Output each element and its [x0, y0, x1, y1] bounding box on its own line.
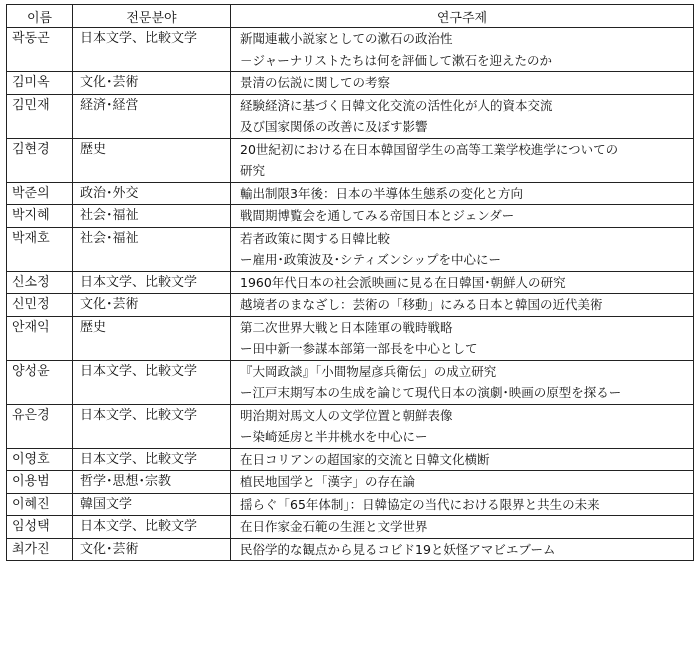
research-topic [231, 72, 694, 95]
research-topic-line: 『大岡政談』「小間物屋彦兵衛伝」の成立研究 [240, 363, 497, 379]
research-topic-line: 在日コリアンの超国家的交流と日韓文化横断 [240, 451, 490, 467]
research-topic [231, 493, 694, 516]
table-row [7, 182, 694, 205]
table-row [7, 471, 694, 494]
table-row [7, 227, 694, 271]
document [6, 4, 693, 561]
research-topic-line: 研究 [240, 163, 266, 178]
research-topic [231, 94, 694, 138]
table-row [7, 493, 694, 516]
research-topic [231, 271, 694, 294]
researcher-name: 안재익 [7, 316, 73, 360]
specialty-field: 経済･経営 [73, 94, 231, 138]
specialty-field: 歴史 [73, 138, 231, 182]
research-topic [231, 316, 694, 360]
research-topic [231, 138, 694, 182]
research-topic-line: 明治期対馬文人の文学位置と朝鮮表像 [240, 407, 453, 423]
specialty-field: 文化･芸術 [73, 538, 231, 561]
research-topic-line: 景清の伝説に関しての考察 [240, 75, 391, 90]
specialty-field: 日本文学、比較文学 [73, 271, 231, 294]
researcher-name: 신민정 [7, 294, 73, 317]
research-topic-line: 戦間期博覧会を通してみる帝国日本とジェンダー [240, 208, 515, 223]
specialty-field: 韓国文学 [73, 493, 231, 516]
specialty-field: 哲学･思想･宗教 [73, 471, 231, 494]
research-topic-line: 新聞連載小説家としての漱石の政治性 [240, 31, 453, 46]
table-row [7, 316, 694, 360]
research-topic [231, 471, 694, 494]
research-topic-line: 20世紀初における在日本韓国留学生の高等工業学校進学についての [240, 141, 619, 157]
researcher-name: 최가진 [7, 538, 73, 561]
research-topic [231, 28, 694, 72]
specialty-field: 社会･福祉 [73, 205, 231, 228]
researcher-name: 이용범 [7, 471, 73, 494]
research-topic-line: 植民地国学と「漢字」の存在論 [240, 474, 416, 489]
research-topic [231, 182, 694, 205]
specialty-field: 政治･外交 [73, 182, 231, 205]
research-topic [231, 294, 694, 317]
specialty-field: 日本文学、比較文学 [73, 28, 231, 72]
research-topic [231, 448, 694, 471]
research-topic [231, 538, 694, 561]
specialty-field: 文化･芸術 [73, 72, 231, 95]
researcher-name: 김민재 [7, 94, 73, 138]
table-row [7, 516, 694, 539]
table-row [7, 205, 694, 228]
research-topic-line: 1960年代日本の社会派映画に見る在日韓国･朝鮮人の研究 [240, 274, 566, 290]
researcher-name: 박재호 [7, 227, 73, 271]
table-row [7, 538, 694, 561]
specialty-field: 日本文学、比較文学 [73, 448, 231, 471]
research-topic-line: 越境者のまなざし：芸術の「移動」にみる日本と韓国の近代美術 [240, 297, 603, 312]
research-topic [231, 516, 694, 539]
table-row [7, 28, 694, 72]
table-row [7, 294, 694, 317]
researcher-name: 박지혜 [7, 205, 73, 228]
researcher-name: 김현경 [7, 138, 73, 182]
header-topic: 연구주제 [231, 5, 694, 28]
researcher-name: 이영호 [7, 448, 73, 471]
specialty-field: 文化･芸術 [73, 294, 231, 317]
table-row [7, 271, 694, 294]
research-topic-line: 経験経済に基づく日韓文化交流の活性化が人的資本交流 [240, 97, 553, 113]
researcher-name: 양성윤 [7, 360, 73, 404]
researcher-name: 이혜진 [7, 493, 73, 516]
researcher-name: 유은경 [7, 404, 73, 448]
research-topic-line: 第二次世界大戦と日本陸軍の戦時戦略 [240, 319, 453, 335]
table-body [7, 28, 694, 561]
research-topic-line: ー雇用･政策波及･シティズンシップを中心にー [240, 252, 501, 267]
table-row [7, 360, 694, 404]
research-topic-line: ー江戸末期写本の生成を論じて現代日本の演劇･映画の原型を探るー [240, 385, 622, 400]
research-topic-line: ー染崎延房と半井桃水を中心にー [240, 429, 428, 444]
research-topic-line: 揺らぐ「65年体制」：日韓協定の当代における限界と共生の未来 [240, 496, 600, 512]
table-row [7, 94, 694, 138]
researcher-name: 임성택 [7, 516, 73, 539]
researcher-table [6, 4, 694, 561]
research-topic-line: ー田中新一参謀本部第一部長を中心として [240, 341, 478, 356]
specialty-field: 歴史 [73, 316, 231, 360]
specialty-field: 日本文学、比較文学 [73, 404, 231, 448]
research-topic-line: －ジャーナリストたちは何を評価して漱石を迎えたのか [240, 52, 553, 68]
research-topic-line: 輸出制限3年後：日本の半導体生態系の変化と方向 [240, 185, 523, 201]
research-topic [231, 404, 694, 448]
researcher-name: 박준의 [7, 182, 73, 205]
research-topic [231, 227, 694, 271]
researcher-name: 신소정 [7, 271, 73, 294]
research-topic-line: 及び国家関係の改善に及ぼす影響 [240, 119, 428, 134]
table-row [7, 72, 694, 95]
researcher-name: 곽동곤 [7, 28, 73, 72]
research-topic [231, 360, 694, 404]
specialty-field: 日本文学、比較文学 [73, 360, 231, 404]
header-field: 전문분야 [73, 5, 231, 28]
research-topic-line: 在日作家金石範の生涯と文学世界 [240, 519, 428, 534]
header-name: 이름 [7, 5, 73, 28]
research-topic-line: 若者政策に関する日韓比較 [240, 230, 391, 246]
table-row [7, 404, 694, 448]
specialty-field: 日本文学、比較文学 [73, 516, 231, 539]
header-row [7, 5, 694, 28]
research-topic-line: 民俗学的な観点から見るコビド19と妖怪アマビエブーム [240, 541, 556, 557]
table-row [7, 138, 694, 182]
specialty-field: 社会･福祉 [73, 227, 231, 271]
researcher-name: 김미옥 [7, 72, 73, 95]
table-row [7, 448, 694, 471]
research-topic [231, 205, 694, 228]
